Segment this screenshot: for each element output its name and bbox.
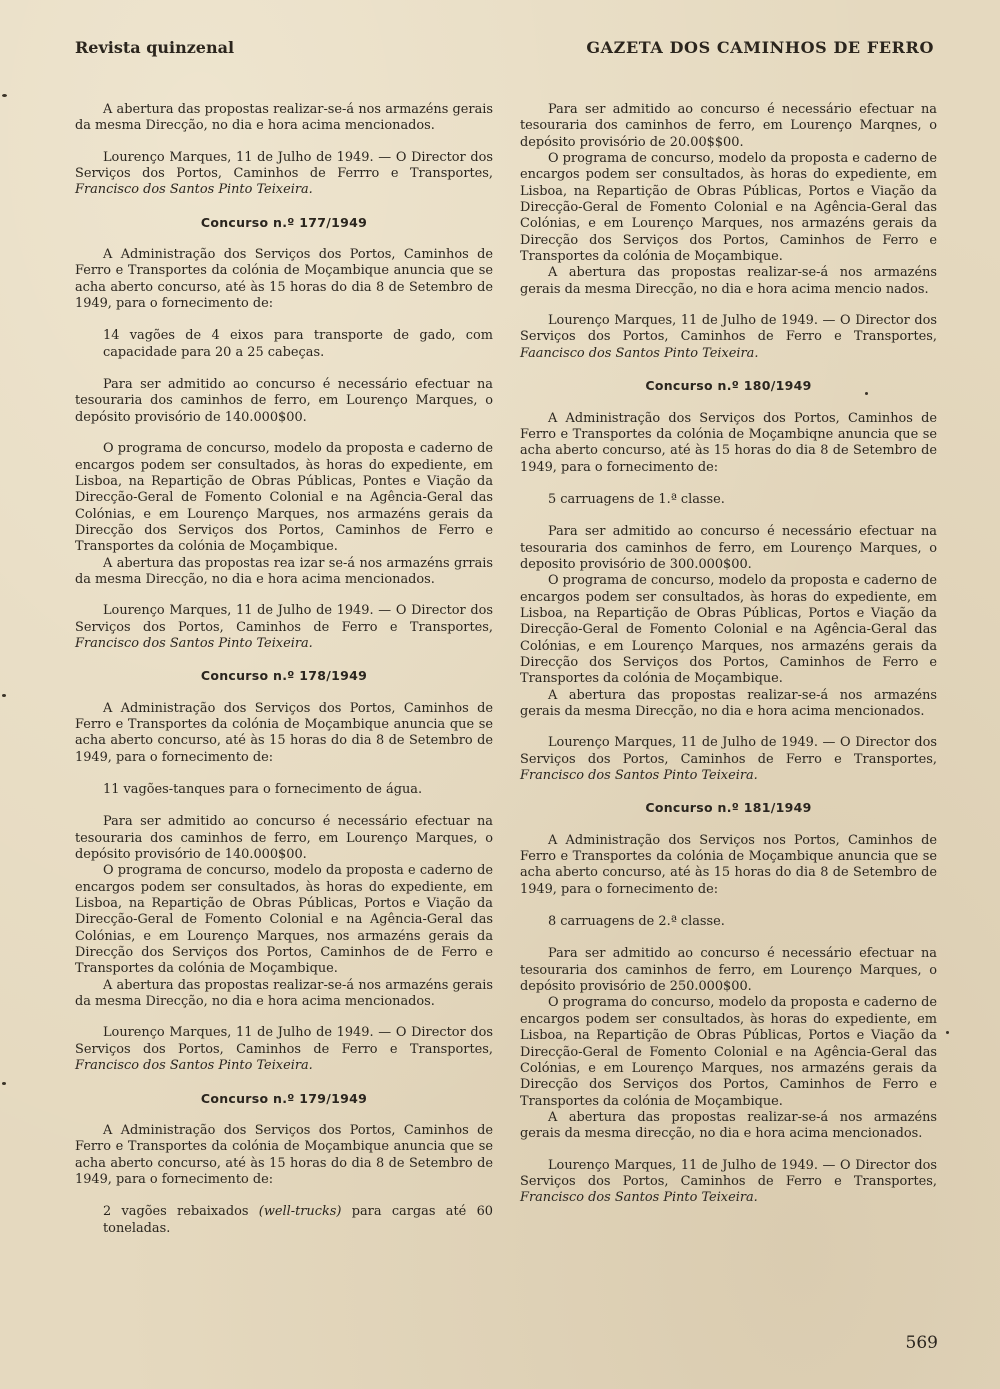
signature-text: Lourenço Marques, 11 de Julho de 1949. — O Director dos Serviços dos Portos, Caminhos de Ferro e Transportes,: [520, 735, 937, 767]
signature-name: Francisco dos Santos Pinto Teixeira.: [520, 768, 758, 784]
supply-item-term: (well-trucks): [258, 1204, 342, 1220]
scan-speck: [2, 1082, 6, 1085]
paragraph: O programa de concurso, modelo da proposta e caderno de encargos podem ser consultados, às horas do expediente, em Lisboa, na Repartição de Obras Públicas, Pontes e Viação da Direcção-Geral de Fomento Colonial e na Agência-Geral das Colónias, e em Lourenço Marques, nos armazéns gerais da Direcção dos Serviços dos Portos, Caminhos de Ferro e Transportes da colónia de Moçambique.: [75, 441, 493, 555]
scan-speck: [2, 94, 7, 97]
paragraph: Para ser admitido ao concurso é necessário efectuar na tesouraria dos caminhos de ferro, em Lourenço Marques, o deposito provisório de 300.000$00.: [520, 524, 937, 572]
signature-name: Francisco dos Santos Pinto Teixeira.: [75, 635, 313, 651]
paragraph: A Administração dos Serviços dos Portos, Caminhos de Ferro e Transportes da colónia de Moçambique anuncia que se acha aberto concurso, até às 15 horas do dia 8 de Setembro de 1949, para o fornecimento de:: [75, 247, 493, 312]
signature-text: Lourenço Marques, 11 de Julho de 1949. — O Director dos Serviços dos Portos, Caminhos de Ferro e Transportes,: [75, 1025, 493, 1057]
concurso-heading: Concurso n.º 181/1949: [645, 800, 812, 816]
paragraph: A abertura das propostas realizar-se-á nos armazéns gerais da mesma direcção, no dia e hora acima mencionados.: [520, 1109, 937, 1142]
paragraph: O programa do concurso, modelo da proposta e caderno de encargos podem ser consultados, às horas do expediente, em Lisboa, na Repartição de Obras Públicas, Portos e Viação da Direcção-Geral de Fomento Colonial e na Agência-Geral das Colónias, e em Lourenço Marques, nos armazéns gerais da Direcção dos Serviços dos Portos, Caminhos de Ferro e Transportes da colónia de Moçambique.: [520, 995, 937, 1109]
paragraph: A abertura das propostas realizar-se-á nos armazéns gerais da mesma Direcção, no dia e hora acima mencionados.: [520, 687, 937, 719]
paragraph: O programa de concurso, modelo da proposta e caderno de encargos podem ser consultados, às horas do expediente, em Lisboa, na Repartição de Obras Públicas, Portos e Viação da Direcção-Geral de Fomento Colonial e na Agência-Geral das Colónias, e em Lourenço Marques, nos armazéns gerais da Direcção dos Serviços dos Portos, Caminhos de de Ferro e Transportes da colónia de Moçambique.: [75, 863, 493, 977]
paragraph: Para ser admitido ao concurso é necessário efectuar na tesouraria dos caminhos de ferro, em Lourenço Marqnes, o depósito provisório de 20.00$$00.: [520, 102, 937, 150]
signature-name: Francisco dos Santos Pinto Teixeira.: [75, 182, 313, 198]
supply-item: [75, 1204, 493, 1237]
paragraph: Para ser admitido ao concurso é necessário efectuar na tesouraria dos caminhos de ferro, em Lourenço Marques, o depósito provisório de 250.000$00.: [520, 946, 937, 995]
scan-speck: [2, 694, 6, 697]
running-head-right: GAZETA DOS CAMINHOS DE FERRO: [586, 38, 934, 57]
signature-name: Francisco dos Santos Pinto Teixeira.: [75, 1058, 313, 1074]
paragraph: O programa de concurso, modelo da proposta e caderno de encargos podem ser consultados, às horas do expediente, em Lisboa, na Repartição de Obras Públicas, Portos e Viação da Direcção-Geral de Fomento Colonial e na Agência-Geral das Colónias, e em Lourenço Marques, nos armazéns gerais da Direcção dos Serviços dos Portos, Caminhos de Ferro e Transportes da colónia de Moçambique.: [520, 573, 937, 687]
concurso-heading: Concurso n.º 180/1949: [645, 378, 812, 394]
supply-item: 5 carruagens de 1.ª classe.: [548, 491, 725, 507]
paragraph: Para ser admitido ao concurso é necessário efectuar na tesouraria dos caminhos de ferro, em Lourenço Marques, o depósito provisório de 140.000$00.: [75, 814, 493, 863]
paragraph: O programa de concurso, modelo da proposta e caderno de encargos podem ser consultados, às horas do expediente, em Lisboa, na Repartição de Obras Públicas, Portos e Viação da Direcção-Geral de Fomento Colonial e na Agência-Geral das Colónias, e em Lourenço Marques, nos armazéns gerais da Direcção dos Serviços dos Portos, Caminhos de Ferro e Transportes da colónia de Moçambique.: [520, 151, 937, 265]
supply-item-text: para cargas até 60 toneladas.: [103, 1204, 493, 1236]
scan-speck: [865, 392, 868, 395]
scan-speck: [946, 1031, 949, 1034]
signature-paragraph: [520, 313, 937, 362]
signature-text: Lourenço Marques, 11 de Julho de 1949. — O Director dos Serviços dos Portos, Caminhos de Ferrro e Transportes,: [75, 149, 493, 182]
paragraph: A abertura das propostas realizar-se-á nos armazéns gerais da mesma Direcção, no dia e hora acima mencionados.: [75, 977, 493, 1010]
paragraph: A Administração dos Serviços dos Portos, Caminhos de Ferro e Transportes da colónia de Moçambiqne anuncia que se acha aberto concurso, até às 15 horas do dia 8 de Setembro de 1949, para o fornecimento de:: [520, 410, 937, 475]
signature-text: Lourenço Marques, 11 de Julho de 1949. — O Director dos Serviços dos Portos, Caminhos de Ferro e Transportes,: [520, 313, 937, 345]
supply-item-text: 2 vagões rebaixados: [103, 1204, 249, 1220]
supply-item: 11 vagões-tanques para o fornecimento de água.: [103, 782, 423, 797]
signature-text: Lourenço Marques, 11 de Julho de 1949. — O Director dos Serviços dos Portos, Caminhos de Ferro e Transportes,: [520, 1157, 937, 1189]
paragraph: A abertura das propostas realizar-se-á nos armazéns gerais da mesma Direcção, no dia e hora acima mencio nados.: [520, 265, 937, 297]
supply-item: 8 carruagens de 2.ª classe.: [548, 914, 725, 930]
paragraph: A Administração dos Serviços nos Portos, Caminhos de Ferro e Transportes da colónia de Moçambique anuncia que se acha aberto concurso, até às 15 horas do dia 8 de Setembro de 1949, para o fornecimento de:: [520, 832, 937, 897]
paragraph: A abertura das propostas rea izar se-á nos armazéns grrais da mesma Direcção, no dia e hora acima mencionados.: [75, 555, 493, 587]
signature-paragraph: [520, 1158, 937, 1207]
signature-name: Faancisco dos Santos Pinto Teixeira.: [520, 345, 759, 361]
concurso-heading: Concurso n.º 177/1949: [200, 214, 368, 230]
paragraph: Para ser admitido ao concurso é necessário efectuar na tesouraria dos caminhos de ferro, em Lourenço Marques, o depósito provisório de 140.000$00.: [75, 377, 493, 425]
signature-text: Lourenço Marques, 11 de Julho de 1949. — O Director dos Serviços dos Portos, Caminhos de Ferro e Transportes,: [75, 603, 493, 635]
concurso-heading: Concurso n.º 178/1949: [200, 668, 368, 684]
signature-name: Francisco dos Santos Pinto Teixeira.: [520, 1190, 758, 1206]
signature-paragraph: [75, 150, 493, 199]
signature-paragraph: [75, 1025, 493, 1074]
concurso-heading: Concurso n.º 179/1949: [200, 1090, 368, 1106]
paragraph: A Administração dos Serviços dos Portos, Caminhos de Ferro e Transportes da colónia de Moçambique anuncia que se acha aberto concurso, até às 15 horas do dia 8 de Setembro de 1949, para o fornecimento de:: [75, 1122, 493, 1187]
signature-paragraph: [520, 735, 937, 784]
left-column: [75, 102, 493, 1253]
paragraph: A abertura das propostas realizar-se-á nos armazéns gerais da mesma Direcção, no dia e hora acima mencionados.: [75, 102, 493, 134]
page-number: 569: [905, 1333, 938, 1353]
supply-item: 14 vagões de 4 eixos para transporte de gado, com capacidade para 20 a 25 cabeças.: [103, 328, 493, 360]
paragraph: A Administração dos Serviços dos Portos, Caminhos de Ferro e Transportes da colónia de Moçambique anuncia que se acha aberto concurso, até às 15 horas do dia 8 de Setembro de 1949, para o fornecimento de:: [75, 700, 493, 765]
right-column: [520, 102, 937, 1207]
running-head-left: Revista quinzenal: [75, 38, 235, 57]
signature-paragraph: [75, 603, 493, 652]
